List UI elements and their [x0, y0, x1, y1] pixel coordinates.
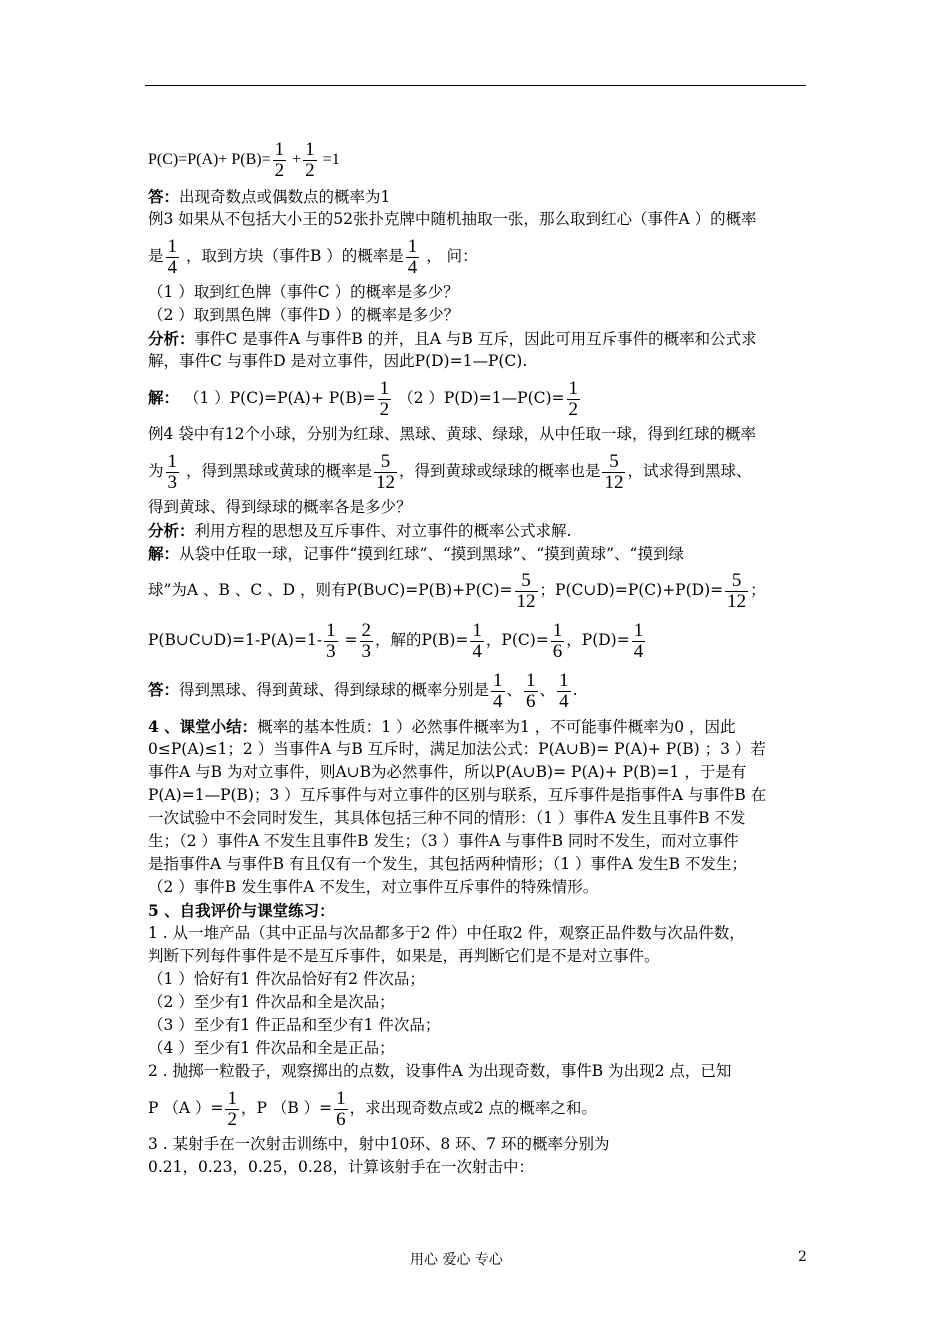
fraction: $\frac{1}{2}$: [379, 377, 390, 420]
exercise-1-item: （4 ）至少有1 件次品和全是正品；: [148, 1039, 395, 1057]
fraction: $\frac{1}{6}$: [552, 619, 563, 662]
example-4-title: 例4 袋中有12个小球，分别为红球、黑球、黄球、绿球，从中任取一球，得到红球的概率: [148, 425, 757, 443]
solution-fraction-line: 球”为A 、B 、C 、D ，则有P(B∪C)=P(B)+P(C)= $\frac{5}{12}$ ；P(C∪D)=P(C)+P(D)= $\frac{5}{12}$ ；: [148, 569, 766, 612]
fraction: $\frac{5}{12}$: [604, 450, 624, 493]
solution-line: 解：从袋中任取一球，记事件“摸到红球”、“摸到黑球”、“摸到黄球”、“摸到绿: [148, 544, 684, 563]
analysis-line: 分析：利用方程的思想及互斥事件、对立事件的概率公式求解.: [148, 521, 572, 540]
question-1: （1 ）取到红色牌（事件C ）的概率是多少？: [148, 283, 459, 301]
fraction: $\frac{1}{4}$: [472, 619, 482, 662]
answer-fraction-line: 答：得到黑球、得到黄球、得到绿球的概率分别是 $\frac{1}{4}$ 、 $\frac{1}{6}$ 、 $\frac{1}{4}$ .: [148, 669, 578, 712]
fraction: $\frac{1}{6}$: [336, 1087, 346, 1130]
summary-line: P(A)=1—P(B)；3 ）互斥事件与对立事件的区别与联系，互斥事件是指事件A 与事件B 在: [148, 786, 767, 804]
fraction: $\frac{2}{3}$: [361, 619, 371, 662]
fraction: $\frac{1}{3}$: [167, 450, 178, 493]
header-rule: [145, 85, 806, 86]
exercise-1-item: （3 ）至少有1 件正品和至少有1 件次品；: [148, 1016, 441, 1034]
exercise-2: 2 . 抛掷一粒骰子，观察掷出的点数，设事件A 为出现奇数，事件B 为出现2 点，已知: [148, 1062, 732, 1080]
analysis-line-2: 解，事件C 与事件D 是对立事件，因此P(D)=1—P(C).: [148, 352, 528, 370]
example-4-question: 得到黄球、得到绿球的概率各是多少？: [148, 498, 412, 516]
summary-line: 生；（2 ）事件A 不发生且事件B 发生；（3 ）事件A 与事件B 同时不发生，而对立事件: [148, 832, 739, 850]
fraction: $\frac{1}{2}$: [227, 1087, 237, 1130]
fraction: $\frac{1}{4}$: [559, 669, 569, 712]
analysis-line: 分析：事件C 是事件A 与事件B 的并，且A 与B 互斥，因此可用互斥事件的概率和公式求: [148, 329, 757, 348]
fraction: $\frac{5}{12}$: [727, 569, 747, 612]
exercise-heading: 5 、自我评价与课堂练习：: [148, 901, 335, 920]
question-2: （2 ）取到黑色牌（事件D ）的概率是多少？: [148, 306, 460, 324]
exercise-1-cont: 判断下列每件事件是不是互斥事件，如果是，再判断它们是不是对立事件。: [148, 947, 660, 965]
fraction: $\frac{1}{2}$: [568, 377, 579, 420]
footer-motto: 用心 爱心 专心: [410, 1252, 503, 1268]
example-3-title: 例3 如果从不包括大小王的52张扑克牌中随机抽取一张，那么取到红心（事件A ）的概率: [148, 210, 757, 228]
summary-line: 是指事件A 与事件B 有且仅有一个发生，其包括两种情形；（1 ）事件A 发生B 不发生；: [148, 855, 747, 873]
exercise-1-item: （1 ）恰好有1 件次品恰好有2 件次品；: [148, 970, 425, 988]
document-body: [148, 135, 808, 1179]
equation-pc: P(C)=P(A)+ P(B)= $\frac{1}{2}$ + $\frac{1}{2}$ =1: [148, 138, 340, 181]
fraction: $\frac{1}{6}$: [526, 669, 536, 712]
example-4-fraction-line: 为 $\frac{1}{3}$ ，得到黑球或黄球的概率是 $\frac{5}{12}$ ，得到黄球或绿球的概率也是 $\frac{5}{12}$ ，试求得到黑球、: [148, 450, 752, 493]
fraction: $\frac{1}{4}$: [167, 235, 178, 278]
fraction: $\frac{5}{12}$: [375, 450, 395, 493]
fraction: $\frac{1}{3}$: [326, 619, 336, 662]
summary-line: 一次试验中不会同时发生，其具体包括三种不同的情形：（1 ）事件A 发生且事件B 不发: [148, 809, 746, 827]
exercise-3-cont: 0.21，0.23，0.25，0.28，计算该射手在一次射击中：: [148, 1158, 535, 1176]
fraction: $\frac{1}{4}$: [633, 619, 644, 662]
fraction: $\frac{1}{4}$: [407, 235, 418, 278]
answer-line: 答：出现奇数点或偶数点的概率为1: [148, 187, 391, 206]
fraction: $\frac{1}{2}$: [305, 138, 315, 181]
solution-fraction-line-2: P(B∪C∪D)=1-P(A)=1- $\frac{1}{3}$ = $\frac{2}{3}$ ，解的P(B)= $\frac{1}{4}$ ，P(C)= $\frac{1}{6}$ ，P(D)= $\frac{1}{4}$: [148, 619, 644, 662]
exercise-3: 3 . 某射手在一次射击训练中，射中10环、8 环、7 环的概率分别为: [148, 1135, 610, 1153]
exercise-1-item: （2 ）至少有1 件次品和全是次品；: [148, 993, 395, 1011]
example-3-fraction-line: 是 $\frac{1}{4}$ ，取到方块（事件B ）的概率是 $\frac{1}{4}$ ， 问：: [148, 235, 478, 278]
summary-heading: 4 、课堂小结：概率的基本性质：1 ）必然事件概率为1 ，不可能事件概率为0 ，因此: [148, 717, 736, 736]
exercise-2-fraction-line: P （A ）= $\frac{1}{2}$ ，P （B ）= $\frac{1}{6}$ ，求出现奇数点或2 点的概率之和。: [148, 1087, 597, 1130]
fraction: $\frac{5}{12}$: [516, 569, 536, 612]
fraction: $\frac{1}{4}$: [493, 669, 503, 712]
fraction: $\frac{1}{2}$: [274, 138, 285, 181]
solution-line: 解： （1 ）P(C)=P(A)+ P(B)= $\frac{1}{2}$ （2 ）P(D)=1—P(C)= $\frac{1}{2}$: [148, 377, 579, 420]
exercise-1: 1 . 从一堆产品（其中正品与次品都多于2 件）中任取2 件，观察正品件数与次品件数，: [148, 924, 745, 942]
summary-line: （2 ）事件B 发生事件A 不发生，对立事件互斥事件的特殊情形。: [148, 878, 599, 896]
summary-line: 0≤P(A)≤1；2 ）当事件A 与B 互斥时，满足加法公式：P(A∪B)= P(A)+ P(B) ；3 ）若: [148, 740, 766, 758]
summary-line: 事件A 与B 为对立事件，则A∪B为必然事件，所以P(A∪B)= P(A)+ P(B)=1 ，于是有: [148, 763, 747, 781]
page-number: 2: [798, 1249, 807, 1265]
